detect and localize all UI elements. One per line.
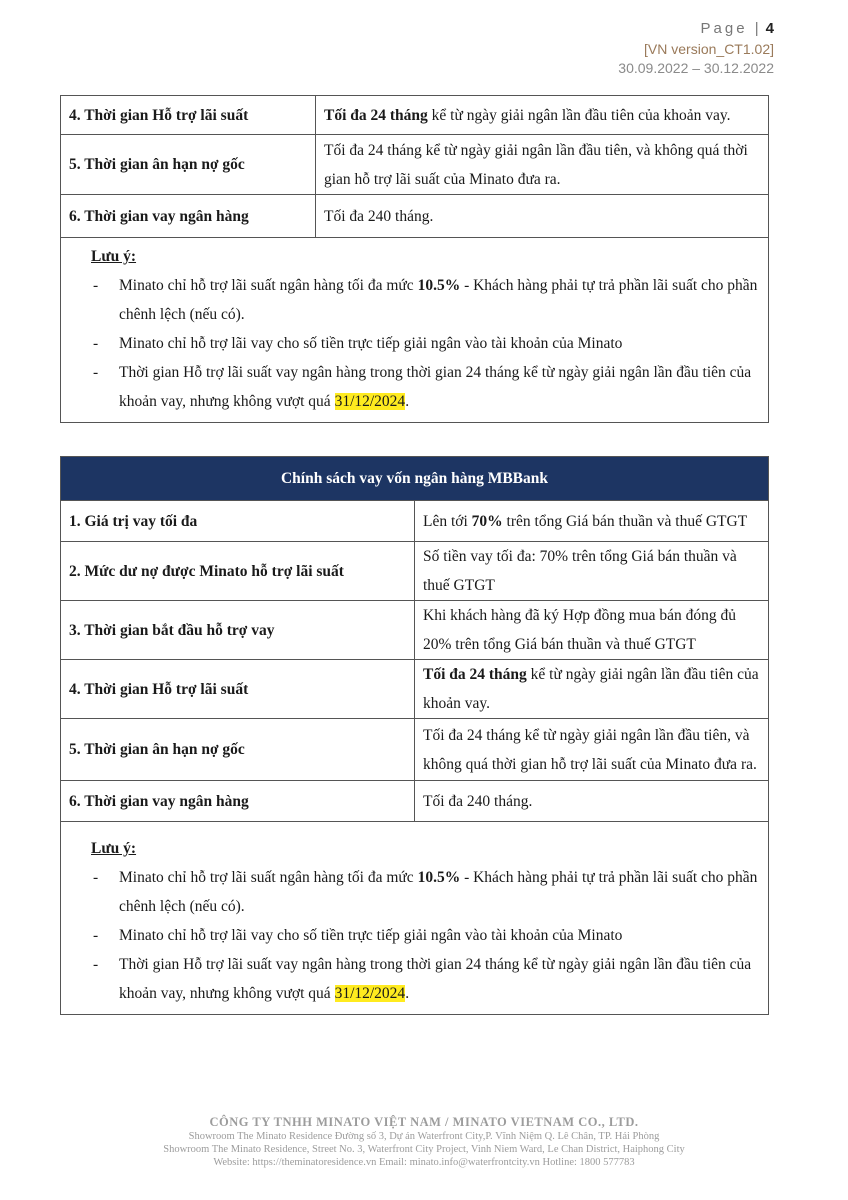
row-label: 5. Thời gian ân hạn nợ gốc xyxy=(61,135,316,195)
row-label: 6. Thời gian vay ngân hàng xyxy=(61,195,316,238)
footer-company: CÔNG TY TNHH MINATO VIỆT NAM / MINATO VIETNAM CO., LTD. xyxy=(209,1115,639,1129)
row-value: Số tiền vay tối đa: 70% trên tổng Giá bán thuần và thuế GTGT xyxy=(415,542,769,601)
row-value: Khi khách hàng đã ký Hợp đồng mua bán đóng đủ 20% trên tổng Giá bán thuần và thuế GTGT xyxy=(415,601,769,660)
page-footer xyxy=(0,1115,848,1169)
note-item xyxy=(91,271,758,329)
note-text: Thời gian Hỗ trợ lãi suất vay ngân hàng trong thời gian 24 tháng kể từ ngày giải ngân lần đầu tiên của khoản vay, nhưng không vượt quá xyxy=(119,956,752,1002)
value-text: kể từ ngày giải ngân lần đầu tiên của khoản vay. xyxy=(427,106,731,124)
note-row xyxy=(61,238,769,423)
footer-contact: Website: https://theminatoresidence.vn Email: minato.info@waterfrontcity.vn Hotline: 1800 577783 xyxy=(213,1157,635,1168)
row-value: Tối đa 24 tháng kể từ ngày giải ngân lần đầu tiên, và không quá thời gian hỗ trợ lãi suất của Minato đưa ra. xyxy=(415,719,769,781)
table-row xyxy=(61,135,769,195)
note-rate: 10.5% xyxy=(417,869,461,886)
note-item xyxy=(91,358,758,416)
row-value: Tối đa 24 tháng kể từ ngày giải ngân lần đầu tiên, và không quá thời gian hỗ trợ lãi suất của Minato đưa ra. xyxy=(316,135,769,195)
note-list xyxy=(91,271,758,416)
table-row xyxy=(61,781,769,822)
footer-address-en: Showroom The Minato Residence, Street No. 3, Waterfront City Project, Vinh Niem Ward, Le Chan District, Haiphong City xyxy=(163,1144,685,1155)
row-label: 1. Giá trị vay tối đa xyxy=(61,501,415,542)
highlighted-date: 31/12/2024 xyxy=(334,985,406,1002)
value-bold: 70% xyxy=(471,512,503,530)
note-list xyxy=(91,863,758,1008)
note-item xyxy=(91,950,758,1008)
row-label: 6. Thời gian vay ngân hàng xyxy=(61,781,415,822)
value-text: trên tổng Giá bán thuần và thuế GTGT xyxy=(502,512,748,530)
footer-address-vn: Showroom The Minato Residence Đường số 3, Dự án Waterfront City,P. Vĩnh Niệm Q. Lê Chân, TP. Hải Phòng xyxy=(188,1131,660,1142)
note-heading: Lưu ý: xyxy=(91,840,137,857)
value-text: Lên tới xyxy=(423,512,472,530)
note-text: - Khách hàng phải tự trả phần lãi suất cho phần chênh lệch (nếu có). xyxy=(119,277,758,323)
row-value xyxy=(316,96,769,135)
note-text: . xyxy=(405,985,410,1002)
note-cell xyxy=(61,238,769,423)
note-text: Minato chỉ hỗ trợ lãi vay cho số tiền trực tiếp giải ngân vào tài khoản của Minato xyxy=(119,335,623,352)
note-cell xyxy=(61,822,769,1015)
value-bold: Tối đa 24 tháng xyxy=(324,106,428,124)
row-label: 3. Thời gian bắt đầu hỗ trợ vay xyxy=(61,601,415,660)
note-text: Minato chỉ hỗ trợ lãi vay cho số tiền trực tiếp giải ngân vào tài khoản của Minato xyxy=(119,927,623,944)
table-title-row xyxy=(61,457,769,501)
note-row xyxy=(61,822,769,1015)
row-label: 4. Thời gian Hỗ trợ lãi suất xyxy=(61,660,415,719)
row-label: 4. Thời gian Hỗ trợ lãi suất xyxy=(61,96,316,135)
mbbank-policy-table xyxy=(60,456,769,1015)
row-value xyxy=(415,660,769,719)
page-number: 4 xyxy=(765,20,774,37)
note-text: - Khách hàng phải tự trả phần lãi suất cho phần chênh lệch (nếu có). xyxy=(119,869,758,915)
note-item xyxy=(91,329,758,358)
table-row xyxy=(61,96,769,135)
note-text: Minato chỉ hỗ trợ lãi suất ngân hàng tối đa mức xyxy=(119,277,418,294)
table-row xyxy=(61,195,769,238)
page-number-line xyxy=(618,20,774,37)
table-row xyxy=(61,719,769,781)
row-value: Tối đa 240 tháng. xyxy=(415,781,769,822)
row-value xyxy=(415,501,769,542)
policy-table-continued xyxy=(60,95,769,423)
row-label: 2. Mức dư nợ được Minato hỗ trợ lãi suất xyxy=(61,542,415,601)
row-value: Tối đa 240 tháng. xyxy=(316,195,769,238)
row-label: 5. Thời gian ân hạn nợ gốc xyxy=(61,719,415,781)
note-heading: Lưu ý: xyxy=(91,248,137,265)
note-text: Minato chỉ hỗ trợ lãi suất ngân hàng tối đa mức xyxy=(119,869,418,886)
note-rate: 10.5% xyxy=(417,277,461,294)
note-text: Thời gian Hỗ trợ lãi suất vay ngân hàng trong thời gian 24 tháng kể từ ngày giải ngân lần đầu tiên của khoản vay, nhưng không vượt quá xyxy=(119,364,752,410)
value-bold: Tối đa 24 tháng xyxy=(423,666,527,683)
table-row xyxy=(61,601,769,660)
note-item xyxy=(91,863,758,921)
date-range: 30.09.2022 – 30.12.2022 xyxy=(618,60,774,76)
table-row xyxy=(61,501,769,542)
page-header xyxy=(618,20,774,76)
table-row xyxy=(61,542,769,601)
value-text: kể từ ngày giải ngân lần đầu tiên của khoản vay. xyxy=(423,666,759,712)
table-title: Chính sách vay vốn ngân hàng MBBank xyxy=(61,457,769,501)
note-item xyxy=(91,921,758,950)
highlighted-date: 31/12/2024 xyxy=(334,393,406,410)
note-text: . xyxy=(405,393,410,410)
page-label: Page | xyxy=(700,20,762,37)
version-label: [VN version_CT1.02] xyxy=(644,41,774,57)
table-row xyxy=(61,660,769,719)
